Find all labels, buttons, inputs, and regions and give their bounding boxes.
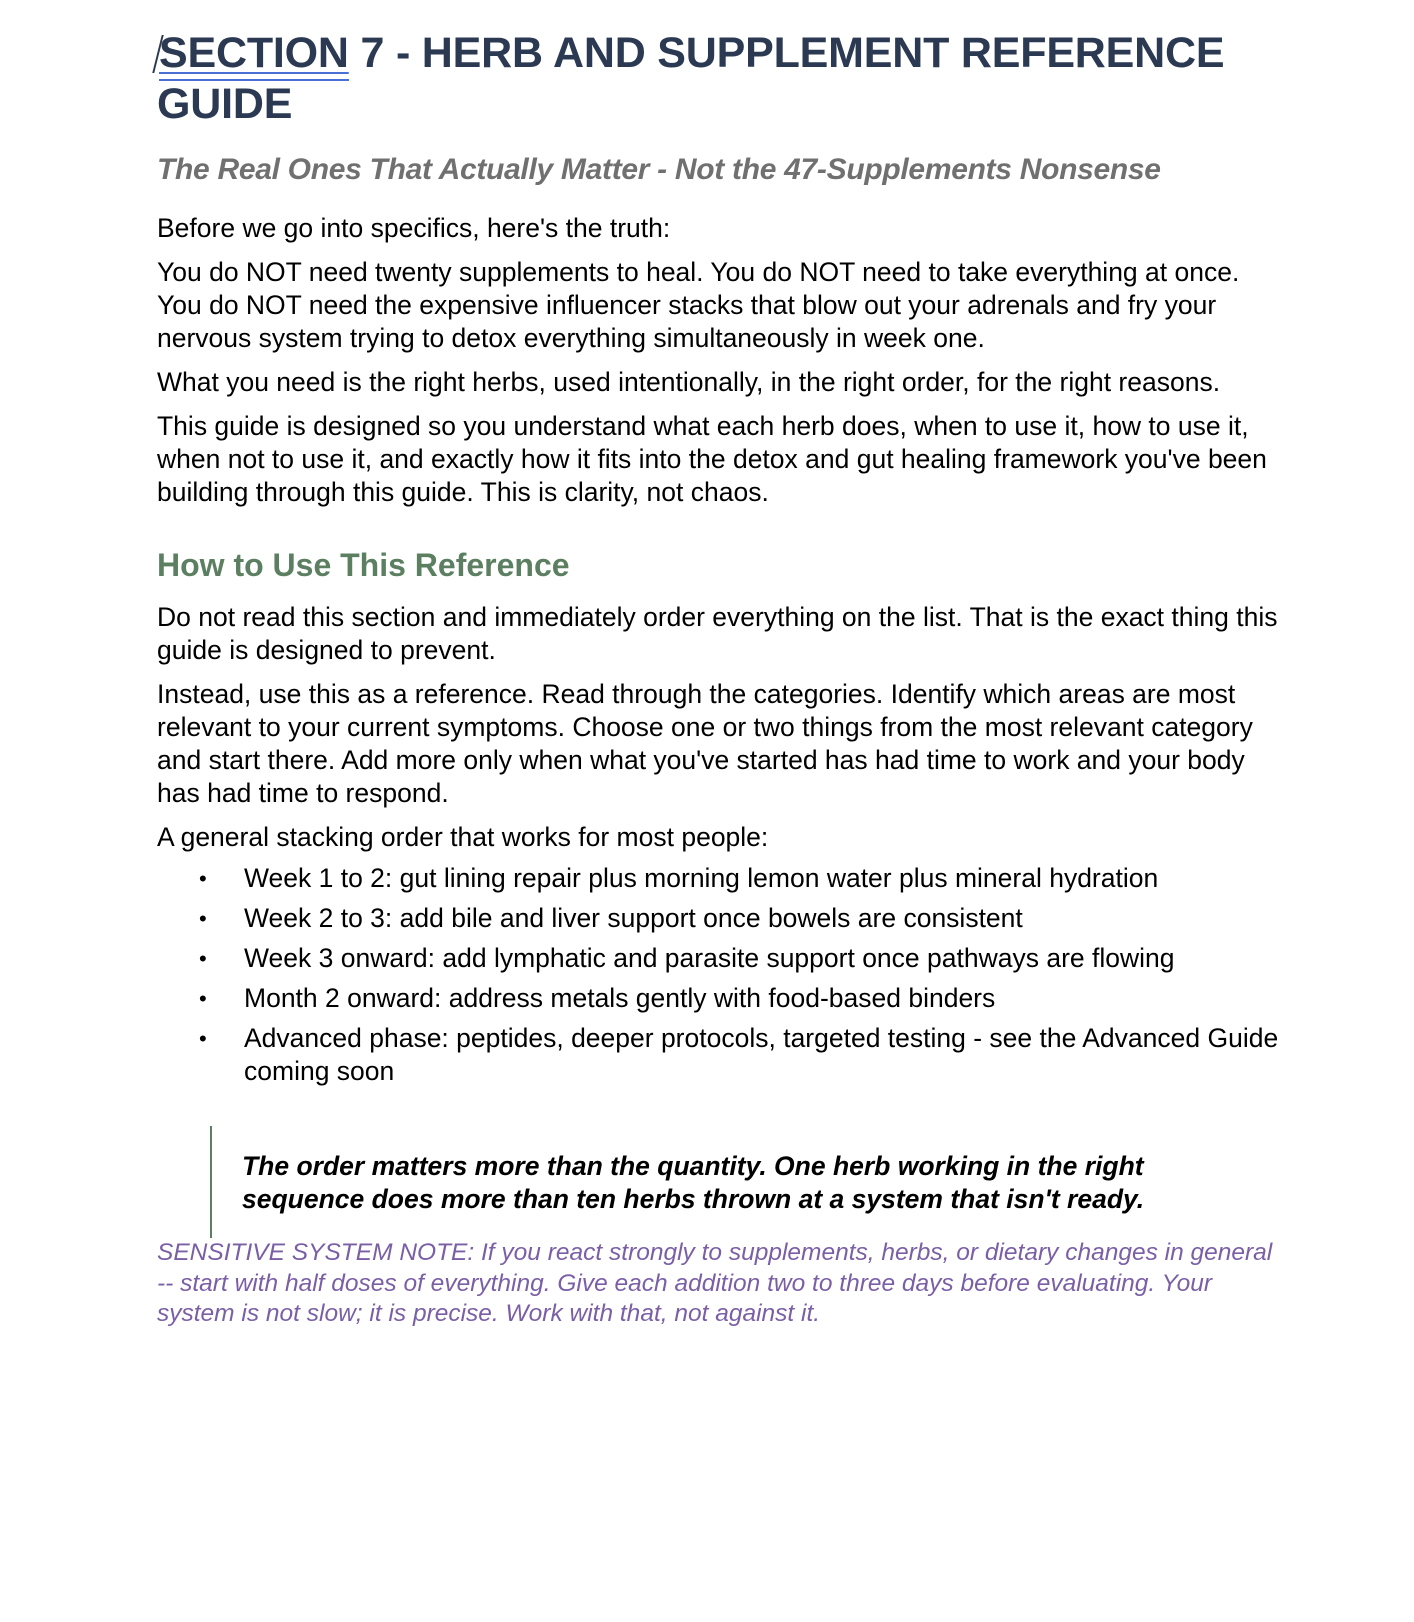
list-item: [157, 982, 1287, 1015]
title-linked-word[interactable]: SECTION: [159, 29, 349, 77]
intro-paragraph: Before we go into specifics, here's the truth:: [157, 213, 671, 243]
list-item-text: Week 1 to 2: gut lining repair plus morning lemon water plus mineral hydration: [244, 863, 1159, 893]
how-to-use-paragraph: Do not read this section and immediately order everything on the list. That is the exact thing this guide is designed to prevent.: [157, 602, 1278, 665]
intro-paragraph: You do NOT need twenty supplements to heal. You do NOT need to take everything at once. You do NOT need the expensive influencer stacks that blow out your adrenals and fry your nervous system trying to detox everything simultaneously in week one.: [157, 257, 1240, 353]
bullet-icon: •: [199, 1026, 207, 1051]
how-to-use-paragraph: A general stacking order that works for most people:: [157, 822, 769, 852]
document-page: [157, 0, 1287, 1330]
bullet-icon: •: [199, 986, 207, 1011]
intro-paragraph: What you need is the right herbs, used intentionally, in the right order, for the right reasons.: [157, 367, 1221, 397]
callout-quote-text: The order matters more than the quantity. One herb working in the right sequence does more than ten herbs thrown at a system that isn't ready.: [242, 1151, 1145, 1214]
page-subtitle: The Real Ones That Actually Matter - Not the 47-Supplements Nonsense: [157, 153, 1161, 186]
list-item-text: Week 3 onward: add lymphatic and parasite support once pathways are flowing: [244, 943, 1175, 973]
title-rest: 7 - HERB AND SUPPLEMENT REFERENCE GUIDE: [157, 29, 1225, 128]
how-to-use-paragraph: Instead, use this as a reference. Read through the categories. Identify which areas are most relevant to your current symptoms. Choose one or two things from the most relevant category and start there. Add more only when what you've started has had time to work and your body has had time to respond.: [157, 679, 1253, 808]
bullet-icon: •: [199, 866, 207, 891]
bullet-icon: •: [199, 946, 207, 971]
callout-quote: [210, 1126, 1172, 1238]
list-item-text: Week 2 to 3: add bile and liver support once bowels are consistent: [244, 903, 1023, 933]
list-item-text: Advanced phase: peptides, deeper protocols, targeted testing - see the Advanced Guide coming soon: [244, 1023, 1279, 1086]
list-item: [157, 942, 1287, 975]
intro-paragraph: This guide is designed so you understand what each herb does, when to use it, how to use it, when not to use it, and exactly how it fits into the detox and gut healing framework you've been building through this guide. This is clarity, not chaos.: [157, 411, 1267, 507]
list-item: [157, 902, 1287, 935]
sensitive-system-note: SENSITIVE SYSTEM NOTE: If you react strongly to supplements, herbs, or dietary changes in general -- start with half doses of everything. Give each addition two to three days before evaluating. Your system is not slow; it is precise. Work with that, not against it.: [157, 1239, 1273, 1327]
section-heading-how-to-use: How to Use This Reference: [157, 547, 570, 583]
bullet-icon: •: [199, 906, 207, 931]
page-title: [157, 28, 1287, 130]
list-item: [157, 1022, 1287, 1088]
list-item: [157, 862, 1287, 895]
stacking-order-list: [157, 862, 1287, 1088]
list-item-text: Month 2 onward: address metals gently with food-based binders: [244, 983, 996, 1013]
